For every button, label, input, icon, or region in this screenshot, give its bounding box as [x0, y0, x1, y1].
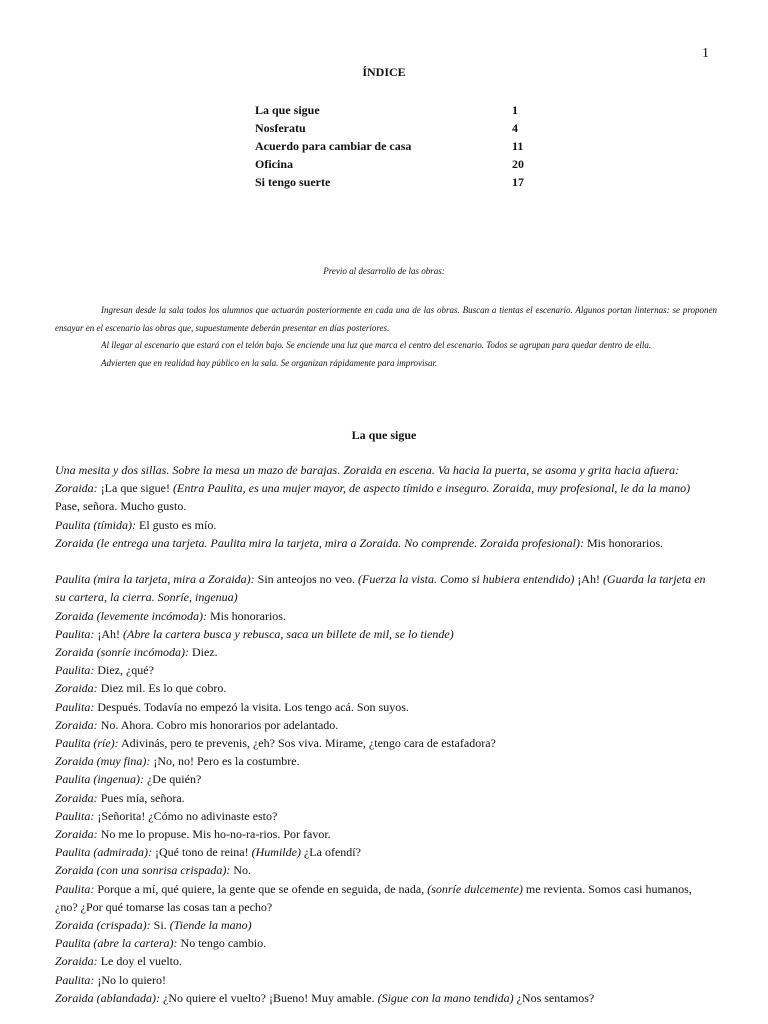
script-line	[55, 825, 717, 843]
script-line	[55, 607, 717, 625]
dialogue-text: No tengo cambio.	[177, 936, 267, 951]
stage-direction: Paulita:	[55, 626, 95, 641]
script-line	[55, 789, 717, 807]
dialogue-text: No. Ahora. Cobro mis honorarios por adelantado.	[97, 717, 339, 732]
script-line	[55, 734, 717, 752]
stage-direction: Zoraida:	[55, 954, 98, 969]
table-of-contents	[255, 101, 535, 192]
dialogue-text: me revienta. Somos casi humanos, ¿no? ¿Por qué tomarse las cosas tan a pecho?	[55, 881, 692, 914]
stage-direction: Zoraida:	[55, 790, 98, 805]
script-line	[55, 716, 717, 734]
dialogue-text: Le doy el vuelto.	[97, 954, 182, 969]
script-line	[55, 698, 717, 716]
stage-direction: Paulita (mira la tarjeta, mira a Zoraida):	[55, 572, 255, 587]
stage-direction: Paulita:	[55, 972, 95, 987]
stage-direction: Paulita (ríe):	[55, 736, 119, 751]
stage-direction: Zoraida (crispada):	[55, 918, 151, 933]
toc-entry-page: 4	[512, 120, 518, 135]
script-line	[55, 807, 717, 825]
intro-paragraph: Al llegar al escenario que estará con el telón bajo. Se enciende una luz que marca el centro del escenario. Todos se agrupan para quedar dentro de ella.	[101, 340, 652, 350]
dialogue-text: Diez, ¿qué?	[94, 663, 154, 678]
page-number: 1	[702, 46, 709, 61]
dialogue-text: El gusto es mío.	[136, 517, 217, 532]
script-line	[55, 843, 717, 861]
script-line	[55, 770, 717, 788]
stage-direction: Paulita (abre la cartera):	[55, 936, 178, 951]
script-line	[55, 934, 717, 952]
stage-direction: Zoraida:	[55, 717, 98, 732]
dialogue-text: No me lo propuse. Mis ho-no-ra-rios. Por favor.	[97, 827, 331, 842]
toc-entry	[255, 119, 535, 137]
dialogue-text: Mis honorarios.	[584, 535, 663, 550]
intro-heading: Previo al desarrollo de las obras:	[323, 266, 445, 276]
toc-entry-title: Si tengo suerte	[255, 175, 331, 190]
toc-entry-title: Acuerdo para cambiar de casa	[255, 138, 412, 153]
toc-entry-page: 1	[512, 102, 518, 117]
dialogue-text: Pues mía, señora.	[97, 790, 185, 805]
toc-entry	[255, 101, 535, 119]
stage-direction: (Tiende la mano)	[169, 918, 252, 933]
stage-direction: (sonríe dulcemente)	[427, 881, 523, 896]
script-line	[55, 534, 717, 552]
script-line	[55, 952, 717, 970]
dialogue-text: ¡Ah!	[574, 572, 603, 587]
stage-direction: Paulita (tímida):	[55, 517, 136, 532]
stage-direction: Zoraida:	[55, 481, 98, 496]
toc-entry-title: Nosferatu	[255, 120, 306, 135]
stage-direction: Paulita (ingenua):	[55, 772, 144, 787]
intro-paragraph: Advierten que en realidad hay público en la sala. Se organizan rápidamente para improvisar.	[101, 357, 438, 368]
stage-direction: Zoraida:	[55, 681, 98, 696]
stage-direction: Paulita:	[55, 808, 95, 823]
script-line	[55, 679, 717, 697]
script-line	[55, 479, 717, 515]
dialogue-text: Si.	[150, 918, 170, 933]
dialogue-text: Porque a mí, qué quiere, la gente que se ofende en seguida, de nada,	[94, 881, 428, 896]
dialogue-text: Sin anteojos no veo.	[254, 572, 358, 587]
dialogue-text: ¿Nos sentamos?	[513, 990, 595, 1005]
stage-direction: (Humilde)	[251, 845, 301, 860]
dialogue-text: Adivinás, pero te prevenis, ¿eh? Sos viva. Mirame, ¿tengo cara de estafadora?	[118, 736, 496, 751]
script-line	[55, 971, 717, 989]
stage-direction: Paulita:	[55, 663, 95, 678]
toc-entry	[255, 156, 535, 174]
dialogue-text: ¡Ah!	[94, 626, 123, 641]
toc-entry-title: La que sigue	[255, 102, 320, 117]
dialogue-text: ¡No, no! Pero es la costumbre.	[150, 754, 300, 769]
dialogue-text: No.	[230, 863, 252, 878]
dialogue-text: ¡La que sigue!	[97, 481, 173, 496]
intro-paragraph: Ingresan desde la sala todos los alumnos que actuarán posteriormente en cada una de las obras. Buscan a tientas el escenario. Algunos portan linternas: se proponen ensayar en el escenario las obras que, supuestamente deberán presentar en días posteriores.	[55, 305, 717, 333]
index-title: ÍNDICE	[362, 65, 406, 79]
toc-entry-title: Oficina	[255, 157, 293, 172]
stage-direction: Paulita:	[55, 881, 95, 896]
script-line	[55, 461, 717, 479]
toc-entry	[255, 137, 535, 155]
stage-direction: (Fuerza la vista. Como si hubiera entendido)	[358, 572, 575, 587]
toc-entry	[255, 174, 535, 192]
dialogue-text: Después. Todavía no empezó la visita. Los tengo acá. Son suyos.	[94, 699, 409, 714]
play-script	[55, 461, 717, 1007]
stage-direction: Zoraida (muy fina):	[55, 754, 151, 769]
stage-direction: Una mesita y dos sillas. Sobre la mesa un mazo de barajas. Zoraida en escena. Va hacia la puerta, se asoma y grita hacia afuera:	[55, 463, 680, 477]
stage-direction: Zoraida (sonríe incómoda):	[55, 645, 189, 660]
stage-direction: (Sigue con la mano tendida)	[377, 990, 514, 1005]
script-line	[55, 570, 717, 606]
stage-direction: Zoraida (ablandada):	[55, 990, 160, 1005]
dialogue-text: Pase, señora. Mucho gusto.	[55, 499, 187, 514]
stage-direction: (Abre la cartera busca y rebusca, saca un billete de mil, se lo tiende)	[123, 626, 454, 641]
stage-direction: Zoraida (le entrega una tarjeta. Paulita mira la tarjeta, mira a Zoraida. No comprende. Zoraida profesional):	[55, 535, 584, 550]
script-line	[55, 989, 717, 1007]
dialogue-text: ¿No quiere el vuelto? ¡Bueno! Muy amable.	[160, 990, 378, 1005]
script-line	[55, 752, 717, 770]
script-line	[55, 861, 717, 879]
dialogue-text: ¿De quién?	[143, 772, 202, 787]
script-line	[55, 916, 717, 934]
play-title: La que sigue	[351, 428, 417, 442]
dialogue-text: ¡No lo quiero!	[94, 972, 166, 987]
dialogue-text: ¡Señorita! ¿Cómo no adivinaste esto?	[94, 808, 278, 823]
stage-direction: Zoraida:	[55, 827, 98, 842]
stage-direction: (Guarda la tarjeta en su cartera, la cierra. Sonríe, ingenua)	[55, 572, 706, 605]
script-line	[55, 625, 717, 643]
toc-entry-page: 17	[512, 175, 524, 190]
dialogue-text: Diez.	[189, 645, 218, 660]
dialogue-text: ¿La ofendí?	[300, 845, 361, 860]
toc-entry-page: 20	[512, 157, 524, 172]
stage-direction: Zoraida (levemente incómoda):	[55, 608, 207, 623]
stage-direction: Zoraida (con una sonrisa crispada):	[55, 863, 231, 878]
dialogue-text: Mis honorarios.	[206, 608, 286, 623]
intro-text	[55, 302, 717, 372]
toc-entry-page: 11	[512, 138, 524, 153]
script-line	[55, 643, 717, 661]
dialogue-text: ¡Qué tono de reina!	[152, 845, 252, 860]
script-line	[55, 516, 717, 534]
script-line	[55, 661, 717, 679]
stage-direction: Paulita:	[55, 699, 95, 714]
script-line	[55, 880, 717, 916]
stage-direction: (Entra Paulita, es una mujer mayor, de aspecto tímido e inseguro. Zoraida, muy profesional, le da la mano)	[173, 481, 691, 496]
dialogue-text: Diez mil. Es lo que cobro.	[97, 681, 227, 696]
stage-direction: Paulita (admirada):	[55, 845, 152, 860]
